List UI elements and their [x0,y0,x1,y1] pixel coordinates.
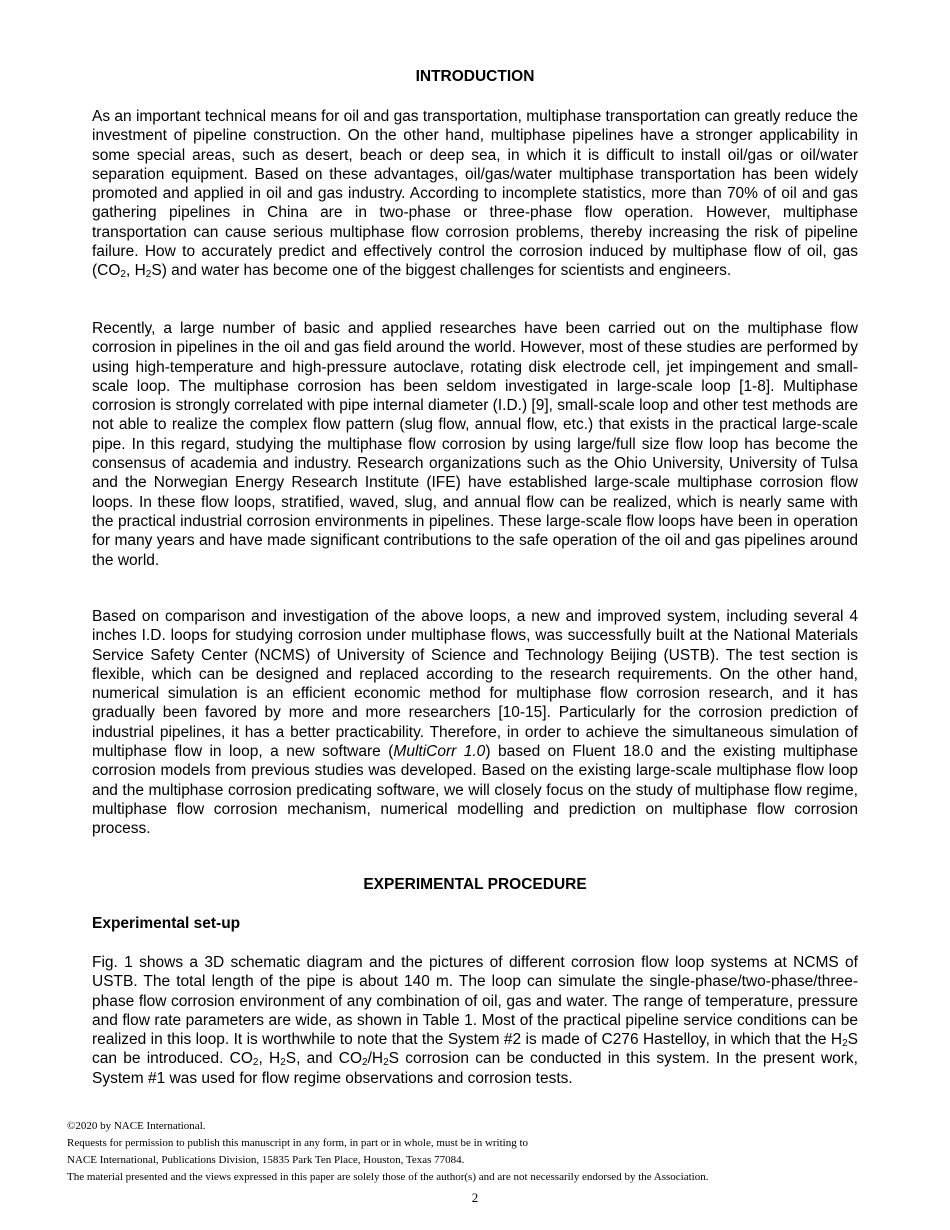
software-name: MultiCorr 1.0 [393,743,486,761]
footer-permission-note: Requests for permission to publish this manuscript in any form, in part or in whole, must be in writing to [67,1137,529,1149]
footer-address: NACE International, Publications Division, 15835 Park Ten Place, Houston, Texas 77084. [67,1154,465,1166]
introduction-paragraph-1: As an important technical means for oil and gas transportation, multiphase transportation can greatly reduce the investment of pipeline construction. On the other hand, multiphase pipelines have a stronger applicability in some special areas, such as desert, beach or deep sea, in which it is difficult to install oil/gas or oil/water separation equipment. Based on these advantages, oil/gas/water multiphase transportation has been widely promoted and applied in oil and gas industry. According to incomplete statistics, more than 70% of oil and gas gathering pipelines in China are in two-phase or three-phase flow operation. However, multiphase transportation can cause serious multiphase flow corrosion problems, thereby increasing the risk of pipeline failure. How to accurately predict and effectively control the corrosion induced by multiphase flow of oil, gas ($CO_2$, $H_2S$) and water has become one of the biggest challenges for scientists and engineers. [92,108,858,281]
introduction-heading: INTRODUCTION [415,68,535,85]
experimental-procedure-heading: EXPERIMENTAL PROCEDURE [363,876,587,893]
experimental-paragraph-1: Fig. 1 shows a 3D schematic diagram and the pictures of different corrosion flow loop systems at NCMS of USTB. The total length of the pipe is about 140 m. The loop can simulate the single-phase/two-phase/three-phase flow corrosion environment of any combination of oil, gas and water. The range of temperature, pressure and flow rate parameters are wide, as shown in Table 1. Most of the practical pipeline service conditions can be realized in this loop. It is worthwhile to note that the System #2 is made of C276 Hastelloy, in which that the $H_2S$ can be introduced. $CO_2$, $H_2S$, and $CO_2/H_2S$ corrosion can be conducted in this system. In the present work, System #1 was used for flow regime observations and corrosion tests. [92,954,858,1087]
page-number: 2 [471,1190,479,1205]
footer-copyright: ©2020 by NACE International. [67,1120,206,1132]
introduction-paragraph-2: Recently, a large number of basic and applied researches have been carried out on the multiphase flow corrosion in pipelines in the oil and gas field around the world. However, most of these studies are performed by using high-temperature and high-pressure autoclave, rotating disk electrode cell, jet impingement and small-scale loop. The multiphase corrosion has been seldom investigated in large-scale loop [1-8]. Multiphase corrosion is strongly correlated with pipe internal diameter (I.D.) [9], small-scale loop and other test methods are not able to realize the complex flow pattern (slug flow, annual flow, etc.) that exists in the practical large-scale pipe. In this regard, studying the multiphase flow corrosion by using large/full size flow loop has become the consensus of academia and industry. Research organizations such as the Ohio University, University of Tulsa and the Norwegian Energy Research Institute (IFE) have established large-scale multiphase corrosion flow loops. In these flow loops, stratified, waved, slug, and annual flow can be realized, which is nearly same with the practical industrial corrosion environments in pipelines. These large-scale flow loops have been in operation for many years and have made significant contributions to the safe operation of the oil and gas pipelines around the world. [92,320,858,569]
experimental-setup-subheading: Experimental set-up [92,915,241,932]
introduction-paragraph-3: Based on comparison and investigation of the above loops, a new and improved system, including several 4 inches I.D. loops for studying corrosion under multiphase flows, was successfully built at the National Materials Service Safety Center (NCMS) of University of Science and Technology Beijing (USTB). The test section is flexible, which can be designed and replaced according to the research requirements. On the other hand, numerical simulation is an efficient economic method for multiphase flow corrosion research, and it has gradually been favored by more and more researchers [10-15]. Particularly for the corrosion prediction of industrial pipelines, it has a better practicability. Therefore, in order to achieve the simultaneous simulation of multiphase flow in loop, a new software (MultiCorr 1.0) based on Fluent 18.0 and the existing multiphase corrosion models from previous studies was developed. Based on the existing large-scale multiphase flow loop and the multiphase corrosion predicating software, we will closely focus on the study of multiphase flow regime, multiphase flow corrosion mechanism, numerical modelling and prediction on multiphase flow corrosion process. [92,608,859,838]
footer-disclaimer: The material presented and the views expressed in this paper are solely those of the author(s) and are not necessarily endorsed by the Association. [67,1171,709,1183]
